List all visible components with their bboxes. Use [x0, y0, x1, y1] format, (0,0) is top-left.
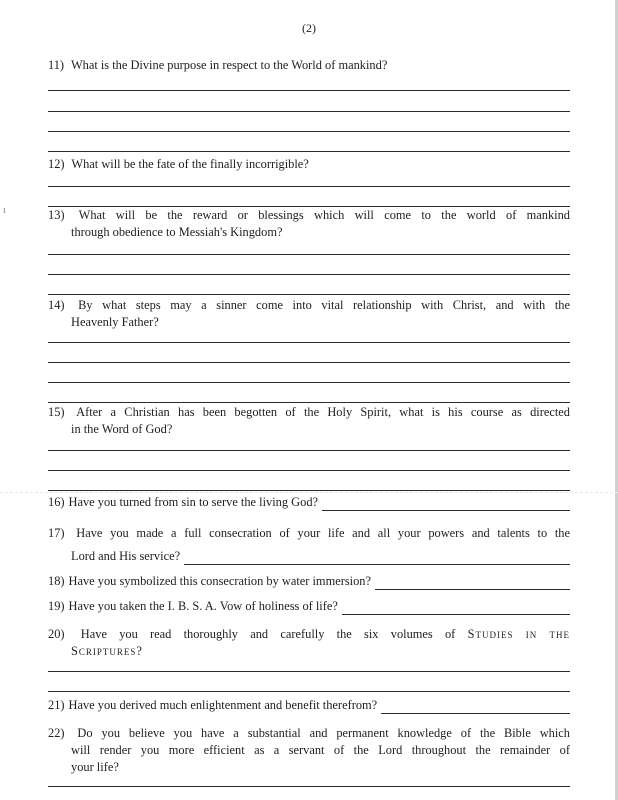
- question-number: 20): [48, 627, 65, 641]
- question-number: 19): [48, 599, 65, 613]
- paper-fold-line: [0, 492, 618, 493]
- scan-mark: ı: [3, 205, 6, 216]
- answer-line[interactable]: [48, 254, 570, 255]
- question-text-cont: Heavenly Father?: [71, 315, 159, 329]
- question-number: 21): [48, 698, 65, 712]
- question-12: [48, 156, 570, 173]
- answer-line[interactable]: [48, 671, 570, 672]
- question-16: [48, 494, 570, 511]
- answer-line[interactable]: [48, 90, 570, 91]
- book-title-the: the: [549, 627, 570, 641]
- question-text-cont: through obedience to Messiah's Kingdom?: [71, 225, 283, 239]
- question-text: Have you turned from sin to serve the living God?: [68, 495, 319, 509]
- question-text: What will be the fate of the finally incorrigible?: [71, 157, 309, 171]
- question-text: Have you derived much enlightenment and benefit therefrom?: [68, 698, 378, 712]
- question-number: 17): [48, 526, 65, 540]
- question-number: 22): [48, 726, 65, 740]
- answer-line[interactable]: [48, 274, 570, 275]
- question-text-cont: in the Word of God?: [71, 422, 173, 436]
- question-text: What is the Divine purpose in respect to the World of mankind?: [70, 58, 388, 72]
- question-text: Have you taken the I. B. S. A. Vow of holiness of life?: [68, 599, 338, 613]
- answer-line[interactable]: [342, 602, 570, 615]
- question-22: [48, 725, 570, 776]
- answer-line[interactable]: [48, 382, 570, 383]
- answer-line[interactable]: [48, 786, 570, 787]
- question-text-cont: will render you more efficient as a servant of the Lord throughout the remainder of: [71, 743, 570, 757]
- answer-line[interactable]: [381, 701, 570, 714]
- question-13: [48, 207, 570, 241]
- answer-line[interactable]: [48, 131, 570, 132]
- question-text: What will be the reward or blessings which will come to the world of mankind: [78, 208, 571, 222]
- question-number: 11): [48, 58, 65, 72]
- question-text: Have you read thoroughly and carefully the six volumes of: [80, 627, 456, 641]
- question-number: 15): [48, 405, 65, 419]
- answer-line[interactable]: [48, 450, 570, 451]
- answer-line[interactable]: [375, 577, 570, 590]
- question-text: Have you symbolized this consecration by water immersion?: [68, 574, 371, 588]
- question-20: [48, 626, 570, 660]
- question-11: [48, 57, 570, 74]
- answer-line[interactable]: [48, 111, 570, 112]
- answer-line[interactable]: [184, 552, 570, 565]
- question-number: 18): [48, 574, 65, 588]
- question-text-cont: Lord and His service?: [71, 549, 181, 563]
- book-title-studies: Studies: [467, 627, 514, 641]
- answer-line[interactable]: [48, 402, 570, 403]
- answer-line[interactable]: [48, 186, 570, 187]
- question-text: Do you believe you have a substantial and permanent knowledge of the Bible which: [77, 726, 570, 740]
- answer-line[interactable]: [322, 498, 570, 511]
- question-number: 16): [48, 495, 65, 509]
- question-18: [48, 573, 570, 590]
- question-text: Have you made a full consecration of your life and all your powers and talents to the: [76, 526, 570, 540]
- question-number: 12): [48, 157, 65, 171]
- question-number: 13): [48, 208, 65, 222]
- question-15: [48, 404, 570, 438]
- book-title-scriptures: Scriptures?: [71, 644, 143, 658]
- question-number: 14): [48, 298, 65, 312]
- question-21: [48, 697, 570, 714]
- answer-line[interactable]: [48, 342, 570, 343]
- answer-line[interactable]: [48, 470, 570, 471]
- answer-line[interactable]: [48, 294, 570, 295]
- answer-line[interactable]: [48, 691, 570, 692]
- answer-line[interactable]: [48, 151, 570, 152]
- answer-line[interactable]: [48, 490, 570, 491]
- question-19: [48, 598, 570, 615]
- question-text: After a Christian has been begotten of the Holy Spirit, what is his course as directed: [76, 405, 571, 419]
- question-text-cont: your life?: [71, 760, 119, 774]
- question-17: [48, 525, 570, 565]
- answer-line[interactable]: [48, 362, 570, 363]
- book-title-in: in: [525, 627, 538, 641]
- question-14: [48, 297, 570, 331]
- page-number: (2): [302, 21, 316, 35]
- question-text: By what steps may a sinner come into vital relationship with Christ, and with the: [78, 298, 570, 312]
